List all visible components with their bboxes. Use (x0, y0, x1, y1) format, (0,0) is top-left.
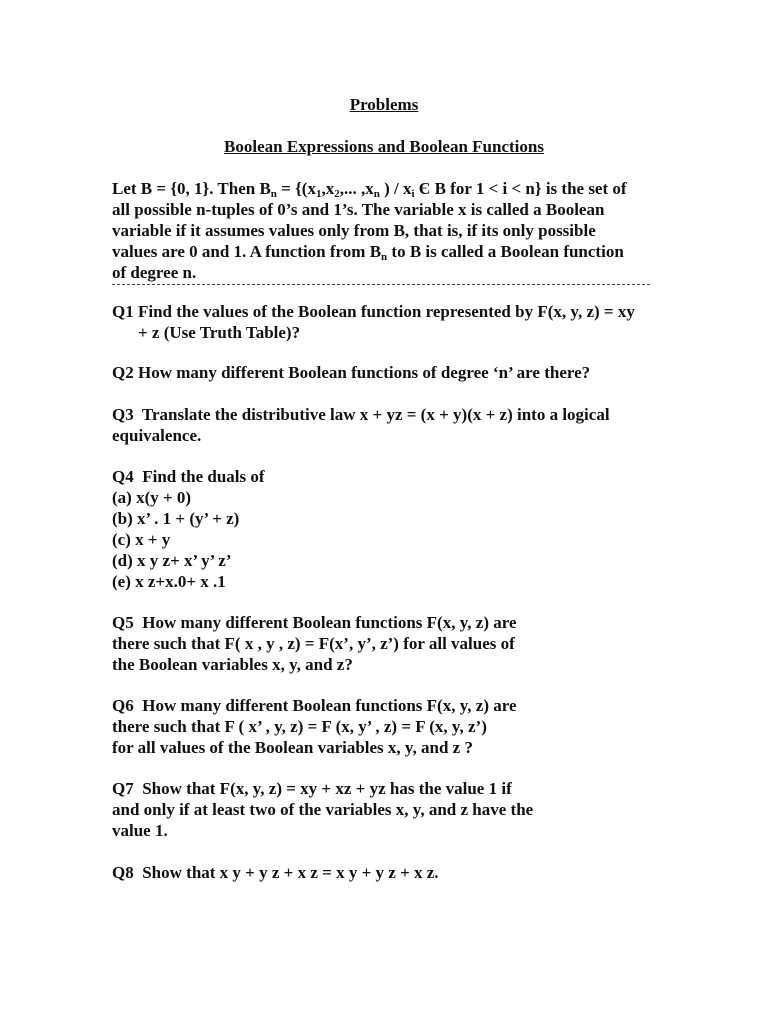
question-7-line-1: Q7 Show that F(x, y, z) = xy + xz + yz has the value 1 if (112, 779, 512, 798)
question-8: Q8 Show that x y + y z + x z = x y + y z + x z. (112, 863, 439, 882)
question-4-title: Q4 Find the duals of (112, 467, 265, 486)
intro-line-4: values are 0 and 1. A function from $B_n$ to B is called a Boolean function (112, 242, 624, 263)
page-subtitle: Boolean Expressions and Boolean Functions (224, 137, 544, 156)
question-3-line-1: Q3 Translate the distributive law x + yz = (x + y)(x + z) into a logical (112, 405, 610, 424)
question-4-item: (e) x z+x.0+ x .1 (112, 572, 226, 591)
question-1-line-2: + z (Use Truth Table)? (138, 323, 301, 342)
question-7-line-3: value 1. (112, 821, 168, 840)
intro-line-5: of degree n. (112, 263, 197, 282)
question-3-line-2: equivalence. (112, 426, 202, 445)
question-7-line-2: and only if at least two of the variables x, y, and z have the (112, 800, 534, 819)
question-5-line-1: Q5 How many different Boolean functions F(x, y, z) are (112, 613, 517, 632)
question-6-line-3: for all values of the Boolean variables x, y, and z ? (112, 738, 473, 757)
question-4-item: (a) x(y + 0) (112, 488, 192, 507)
question-5-line-2: there such that F( x , y , z) = F(x’, y’, z’) for all values of (112, 634, 515, 653)
question-1-line-1: Q1 Find the values of the Boolean function represented by F(x, y, z) = xy (112, 302, 635, 321)
intro-line-3: variable if it assumes values only from B, that is, if its only possible (112, 221, 596, 240)
question-6-line-2: there such that F ( x’ , y, z) = F (x, y’ , z) = F (x, y, z’) (112, 717, 487, 736)
intro-line-1: Let B = {0, 1}. Then $B_n = \{(x_1,x_2$,... $,x_n$ ) / $x_i$ Є B for 1 < i < n} is the set of (112, 179, 627, 200)
question-4-item: (c) x + y (112, 530, 171, 549)
question-5-line-3: the Boolean variables x, y, and z? (112, 655, 353, 674)
question-2: Q2 How many different Boolean functions of degree ‘n’ are there? (112, 363, 591, 382)
page-title: Problems (349, 95, 419, 114)
question-6-line-1: Q6 How many different Boolean functions F(x, y, z) are (112, 696, 517, 715)
intro-line-2: all possible n-tuples of 0’s and 1’s. The variable x is called a Boolean (112, 200, 605, 219)
dashed-divider (112, 284, 650, 285)
question-4-item: (d) x y z+ x’ y’ z’ (112, 551, 232, 570)
question-4-item: (b) x’ . 1 + (y’ + z) (112, 509, 240, 528)
